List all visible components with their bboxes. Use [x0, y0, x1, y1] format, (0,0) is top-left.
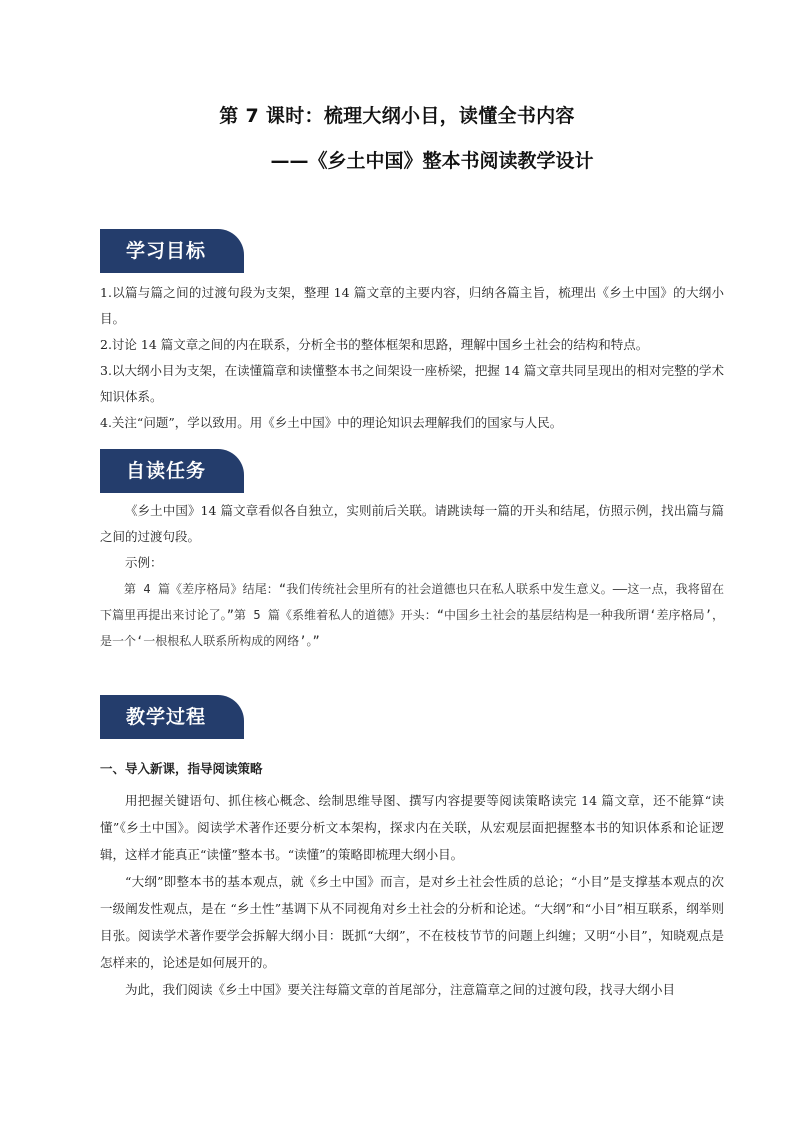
- lesson-title: 第 7 课时：梳理大纲小目，读懂全书内容: [219, 105, 575, 127]
- process-body: [100, 787, 724, 1003]
- section-tag-goals: 学习目标: [100, 229, 244, 273]
- example-text: 第 4 篇《差序格局》结尾：“我们传统社会里所有的社会道德也只在私人联系中发生意义。——这一点，我将留在下篇里再提出来讨论了。”第 5 篇《系维着私人的道德》开头：“中国乡土社会的基层结构是一种我所谓‘差序格局’，是一个‘一根根私人联系所构成的网络’。”: [100, 582, 724, 648]
- goal-item: 3.以大纲小目为支架，在读懂篇章和读懂整本书之间架设一座桥梁，把握 14 篇文章共同呈现出的相对完整的学术知识体系。: [100, 363, 724, 404]
- section-tag-self-reading: 自读任务: [100, 449, 244, 493]
- process-paragraph: “大纲”即整本书的基本观点，就《乡土中国》而言，是对乡土社会性质的总论；“小目”是支撑基本观点的次一级阐发性观点，是在 “乡土性”基调下从不同视角对乡土社会的分析和论述。“大纲”和“小目”相互联系，纲举则目张。阅读学术著作要学会拆解大纲小目：既抓“大纲”，不在枝枝节节的问题上纠缠；又明“小目”，知晓观点是怎样来的，论述是如何展开的。: [100, 874, 724, 970]
- section-tag-process: 教学过程: [100, 695, 244, 739]
- self-reading-intro: 《乡土中国》14 篇文章看似各自独立，实则前后关联。请跳读每一篇的开头和结尾，仿照示例，找出篇与篇之间的过渡句段。: [100, 503, 724, 544]
- process-subheading: 一、导入新课，指导阅读策略: [100, 761, 263, 776]
- goal-item: 4.关注“问题”，学以致用。用《乡土中国》中的理论知识去理解我们的国家与人民。: [100, 415, 563, 430]
- process-paragraph: 用把握关键语句、抓住核心概念、绘制思维导图、撰写内容提要等阅读策略读完 14 篇文章，还不能算“读懂”《乡土中国》。阅读学术著作还要分析文本架构，探求内在关联，从宏观层面把握整本书的知识体系和论证逻辑，这样才能真正“读懂”整本书。“读懂”的策略即梳理大纲小目。: [100, 793, 724, 862]
- goals-list: [100, 280, 724, 436]
- lesson-subtitle: ——《乡土中国》整本书阅读教学设计: [270, 150, 594, 172]
- process-paragraph: 为此，我们阅读《乡土中国》要关注每篇文章的首尾部分，注意篇章之间的过渡句段，找寻大纲小目: [125, 982, 676, 997]
- example-label: 示例：: [125, 555, 163, 570]
- self-reading-body: [100, 498, 724, 654]
- goal-item: 1.以篇与篇之间的过渡句段为支架，整理 14 篇文章的主要内容，归纳各篇主旨，梳理出《乡土中国》的大纲小目。: [100, 285, 724, 326]
- goal-item: 2.讨论 14 篇文章之间的内在联系，分析全书的整体框架和思路，理解中国乡土社会的结构和特点。: [100, 337, 649, 352]
